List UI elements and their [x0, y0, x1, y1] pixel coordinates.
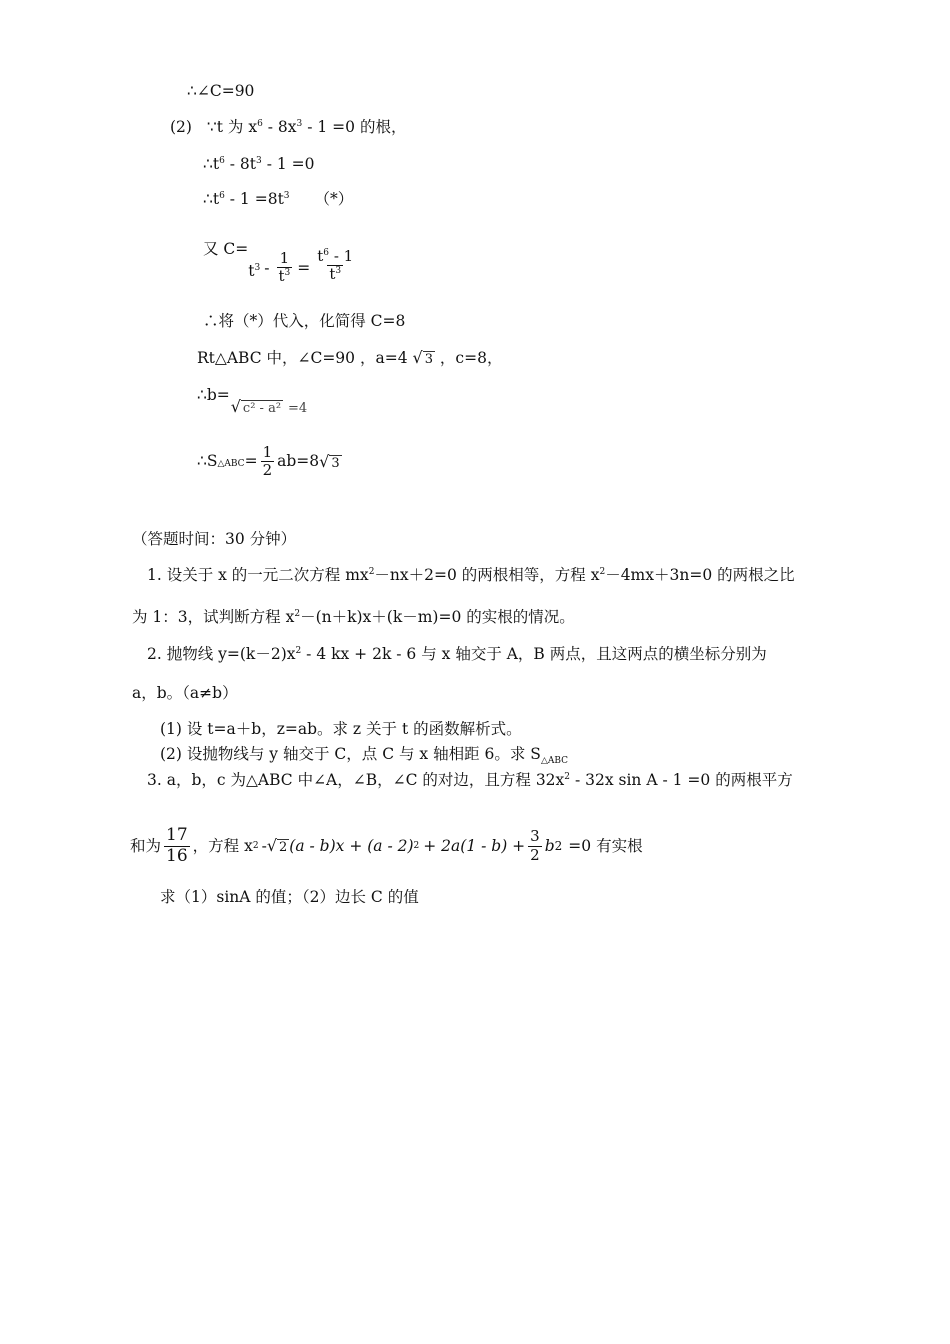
- exponent: 2: [554, 838, 563, 853]
- exponent: 3: [283, 191, 290, 201]
- text: (2) 设抛物线与 y 轴交于 C，点 C 与 x 轴相距 6。求 S: [160, 745, 541, 763]
- sqrt-2: [267, 836, 289, 856]
- text: （答题时间：30 分钟）: [132, 530, 297, 548]
- radical-sign: √: [266, 836, 278, 856]
- text: - 32x sin A - 1 =0 的两根平方: [574, 771, 793, 789]
- operator: -: [261, 836, 267, 855]
- text: 1. 设关于 x 的一元二次方程 mx: [147, 566, 369, 584]
- text: - 8x: [267, 118, 297, 136]
- text: t: [329, 265, 336, 284]
- text: －(n＋k)x＋(k－m)=0 的实根的情况。: [300, 608, 575, 626]
- text: + 2a(1 - b) +: [423, 836, 526, 855]
- numerator: 3: [530, 827, 540, 846]
- radicand: 3: [424, 352, 433, 367]
- exponent: 3: [256, 156, 262, 166]
- sqrt-c2-minus-a2: [231, 397, 283, 417]
- exponent: 2: [599, 567, 606, 577]
- exponent: 6: [219, 191, 225, 201]
- line-t-equation: [203, 155, 315, 174]
- line-angle-c-90: [187, 82, 254, 101]
- text: 2. 抛物线 y=(k－2)x: [147, 645, 296, 663]
- radical-sign: √: [319, 451, 330, 471]
- radicand: 2: [279, 840, 288, 856]
- exponent: 3: [284, 268, 291, 279]
- text: - 1 =0 的根，: [307, 118, 407, 136]
- text: t: [248, 262, 255, 281]
- text: ∴将（*）代入，化简得 C=8: [203, 312, 406, 330]
- radical-sign: √: [230, 397, 241, 416]
- text: - 4 kx + 2k - 6 与 x 轴交于 A，B 两点，且这两点的横坐标分别为: [306, 645, 767, 663]
- exponent: 6: [323, 248, 330, 258]
- text: 和为: [130, 836, 162, 855]
- line-part2-root: [170, 118, 406, 137]
- exponent: 6: [219, 156, 225, 166]
- text: b: [544, 836, 555, 855]
- operator: -: [264, 259, 270, 278]
- line-substitute: [203, 312, 405, 331]
- question-3-line-3: [160, 888, 419, 907]
- star-mark: （*）: [314, 190, 354, 208]
- text: －4mx＋3n=0 的两根之比: [605, 566, 795, 584]
- text: ，c=8，: [439, 349, 503, 367]
- question-2-line-2: [132, 684, 238, 703]
- line-t-star: [203, 190, 353, 209]
- text: =4: [287, 401, 308, 416]
- radical-sign: √: [412, 348, 423, 367]
- exponent: 2: [564, 772, 571, 782]
- sqrt-3: [319, 452, 341, 472]
- text: ，方程 x: [192, 836, 253, 855]
- exponent: 6: [257, 119, 263, 129]
- text: a，b。（a≠b）: [132, 684, 238, 702]
- operator: =: [244, 452, 258, 471]
- line-area: [197, 444, 342, 480]
- text: - 1: [333, 247, 354, 265]
- fraction-17-over-16: [164, 826, 190, 866]
- fraction-3-over-2: [528, 828, 542, 864]
- subscript: △ABC: [217, 459, 245, 470]
- text: Rt△ABC 中，∠C=90 ，a=4: [197, 349, 408, 367]
- question-3-line-1: [147, 771, 793, 790]
- text: ab=8: [277, 452, 320, 471]
- exponent: 2: [413, 840, 420, 851]
- text: - 1 =0: [266, 155, 315, 173]
- subscript: △ABC: [540, 756, 569, 767]
- sqrt-3: [413, 348, 435, 368]
- question-2-part-2: [160, 745, 568, 767]
- fraction-t6-minus-1-over-t3: [315, 248, 355, 284]
- question-2-part-1: [160, 720, 522, 739]
- denominator: 16: [166, 845, 188, 866]
- text: －nx＋2=0 的两根相等，方程 x: [374, 566, 600, 584]
- radicand: 3: [331, 455, 340, 471]
- fraction-one-half: [261, 444, 275, 480]
- text: - 8t: [229, 155, 257, 173]
- text: 为 1：3，试判断方程 x: [132, 608, 295, 626]
- text: - 1 =8t: [229, 190, 284, 208]
- exponent: 3: [254, 263, 261, 274]
- question-3-line-2: [130, 826, 643, 866]
- text: ∴b=: [197, 386, 230, 404]
- denominator: 2: [262, 461, 273, 480]
- line-b-value: [197, 385, 308, 416]
- question-1-line-2: [132, 608, 575, 627]
- text: ∴S: [197, 452, 218, 471]
- exponent: 2: [252, 840, 259, 851]
- question-1-line-1: [147, 566, 795, 585]
- text: 又 C=: [203, 240, 249, 258]
- part-number: (2): [170, 118, 192, 136]
- t-cubed: [248, 262, 260, 281]
- denominator: [277, 267, 293, 285]
- section-heading: [132, 530, 296, 549]
- exponent: 2: [295, 646, 302, 656]
- radicand: c² - a²: [242, 401, 282, 416]
- text: ∴t: [203, 190, 220, 208]
- line-c-expression: [203, 236, 358, 286]
- exponent: 3: [296, 119, 303, 129]
- text: =0 有实根: [568, 836, 643, 855]
- numerator: 17: [166, 825, 188, 845]
- text: (a - b)x + (a - 2): [289, 836, 414, 855]
- text: 3. a，b，c 为△ABC 中∠A，∠B，∠C 的对边，且方程 32x: [147, 771, 565, 789]
- line-right-triangle: [197, 348, 502, 368]
- text: (1) 设 t=a＋b，z=ab。求 z 关于 t 的函数解析式。: [160, 720, 522, 738]
- text: t: [278, 267, 285, 286]
- text: ∵t 为 x: [206, 118, 258, 136]
- numerator: 1: [279, 249, 290, 267]
- numerator: [315, 248, 355, 265]
- fraction-one-over-t3: [277, 250, 293, 286]
- text: ∴t: [203, 155, 220, 173]
- denominator: [327, 265, 343, 283]
- text: 求（1）sinA 的值；（2）边长 C 的值: [160, 888, 419, 906]
- exponent: 2: [294, 609, 301, 619]
- exponent: 3: [335, 266, 342, 277]
- question-2-line-1: [147, 645, 767, 664]
- exponent: 2: [368, 567, 375, 577]
- text: ∴∠C=90: [187, 82, 255, 100]
- denominator: 2: [530, 845, 540, 864]
- operator: =: [297, 259, 311, 278]
- text: t: [317, 247, 324, 265]
- numerator: 1: [262, 443, 273, 461]
